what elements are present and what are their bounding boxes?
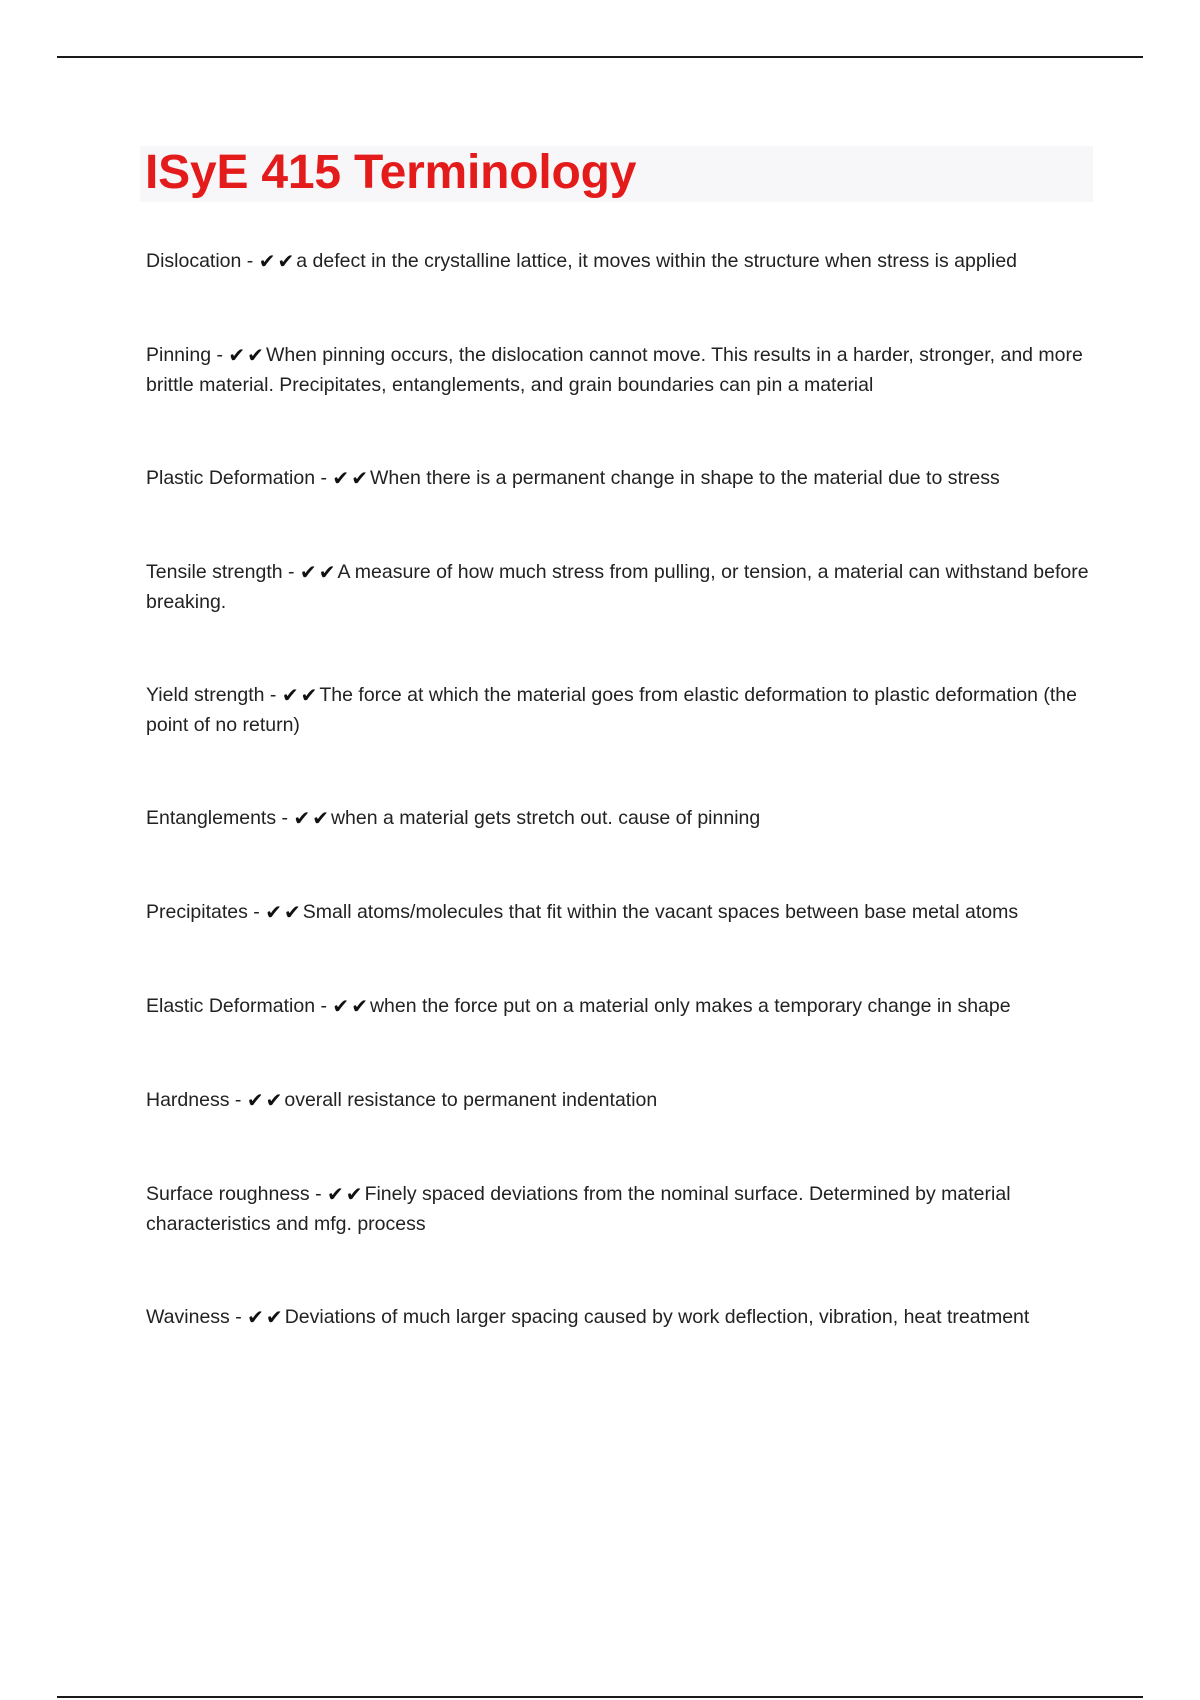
term-entry [146,463,1096,493]
term-entry [146,803,1096,833]
term-name: Elastic Deformation [146,995,316,1017]
checkmark-icon: ✔ [293,806,311,830]
term-separator: - [264,684,282,706]
checkmark-icon: ✔ [246,1088,264,1112]
term-definition: when the force put on a material only makes a temporary change in shape [369,995,1011,1017]
checkmark-icon: ✔ [228,343,246,367]
document-title: ISyE 415 Terminology [145,146,637,199]
checkmark-icon: ✔ [284,900,301,924]
term-definition: overall resistance to permanent indentation [284,1089,658,1111]
checkmark-icon: ✔ [300,683,318,707]
term-entry [146,340,1096,400]
term-definition: The force at which the material goes from elastic deformation to plastic deformation (the point of no return) [146,684,1077,736]
checkmark-icon: ✔ [312,806,329,830]
checkmark-icon: ✔ [281,683,299,707]
term-definition: a defect in the crystalline lattice, it moves within the structure when stress is applied [296,250,1018,272]
term-entry [146,557,1096,617]
term-entry [146,991,1096,1021]
term-name: Tensile strength [146,561,283,583]
term-definition: Small atoms/molecules that fit within the vacant spaces between base metal atoms [302,901,1019,923]
term-separator: - [276,807,294,829]
term-separator: - [315,995,333,1017]
top-rule [57,56,1143,58]
term-entry [146,246,1096,276]
term-definition: when a material gets stretch out. cause of pinning [330,807,761,829]
term-entry [146,897,1096,927]
terms-list [146,246,1096,1395]
checkmark-icon: ✔ [351,994,368,1018]
term-separator: - [247,901,266,923]
term-definition: Deviations of much larger spacing caused by work deflection, vibration, heat treatment [284,1306,1030,1328]
term-separator: - [282,561,300,583]
checkmark-icon: ✔ [265,1088,283,1112]
term-entry [146,1302,1096,1332]
checkmark-icon: ✔ [332,466,350,490]
checkmark-icon: ✔ [247,343,264,367]
checkmark-icon: ✔ [258,249,276,273]
checkmark-icon: ✔ [318,560,336,584]
term-separator: - [211,344,229,366]
term-name: Plastic Deformation [146,467,316,489]
checkmark-icon: ✔ [327,1182,344,1206]
term-name: Yield strength [146,684,265,706]
term-name: Precipitates [146,901,248,923]
term-separator: - [229,1306,248,1328]
term-separator: - [309,1183,328,1205]
term-separator: - [315,467,333,489]
checkmark-icon: ✔ [332,994,350,1018]
checkmark-icon: ✔ [299,560,317,584]
term-separator: - [241,250,259,272]
term-entry [146,1085,1096,1115]
term-name: Waviness [146,1306,230,1328]
checkmark-icon: ✔ [265,900,282,924]
checkmark-icon: ✔ [345,1182,363,1206]
term-name: Pinning [146,344,212,366]
term-definition: Finely spaced deviations from the nominal surface. Determined by material characteristics and mfg. process [146,1183,1011,1235]
term-entry [146,680,1096,740]
term-separator: - [229,1089,247,1111]
checkmark-icon: ✔ [265,1305,283,1329]
term-name: Dislocation [146,250,242,272]
checkmark-icon: ✔ [247,1305,264,1329]
term-definition: When pinning occurs, the dislocation cannot move. This results in a harder, stronger, and more brittle material. Precipitates, entanglements, and grain boundaries can pin a material [146,344,1083,396]
term-definition: A measure of how much stress from pulling, or tension, a material can withstand before breaking. [146,561,1089,613]
term-name: Entanglements [146,807,277,829]
term-name: Hardness [146,1089,230,1111]
bottom-rule [57,1696,1143,1698]
term-entry [146,1179,1096,1239]
checkmark-icon: ✔ [351,466,368,490]
term-name: Surface roughness [146,1183,310,1205]
checkmark-icon: ✔ [277,249,295,273]
term-definition: When there is a permanent change in shape to the material due to stress [369,467,1000,489]
